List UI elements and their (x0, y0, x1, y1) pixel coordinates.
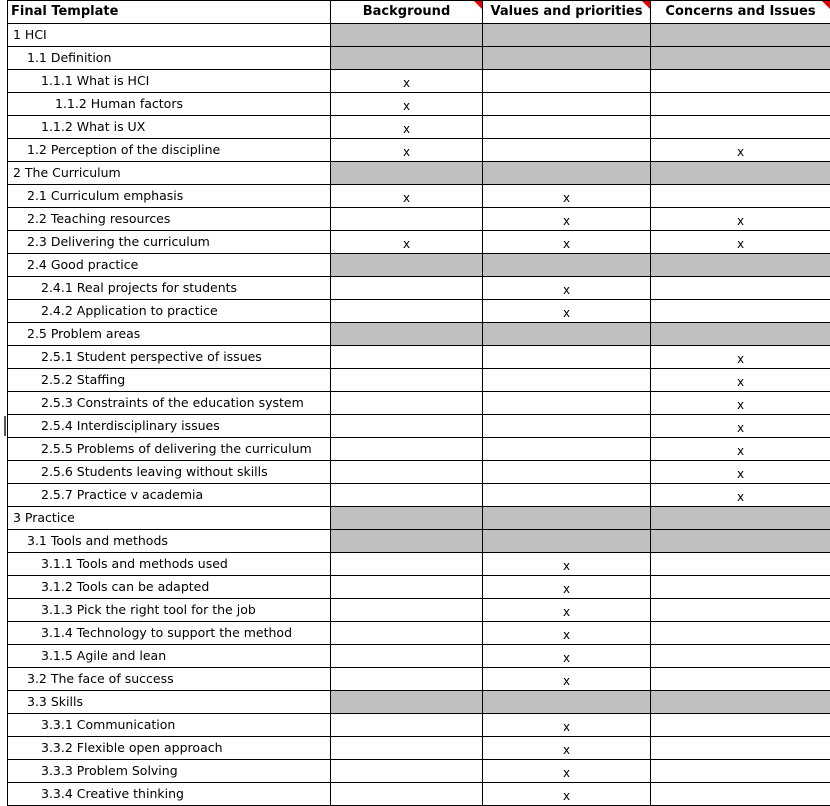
row-label: 2.5.3 Constraints of the education system (41, 395, 304, 410)
row-label: 3.1.3 Pick the right tool for the job (41, 602, 256, 617)
header-values-label: Values and priorities (490, 4, 643, 19)
table-row (8, 300, 830, 323)
cell-background[interactable] (331, 622, 483, 645)
header-concerns-label: Concerns and Issues (665, 4, 816, 19)
cell-background[interactable] (331, 277, 483, 300)
row-label-cell[interactable] (8, 369, 331, 392)
cell-concerns[interactable] (651, 185, 830, 208)
row-label-cell[interactable] (8, 507, 331, 530)
row-label: 3.3.4 Creative thinking (41, 786, 184, 801)
row-label-cell[interactable] (8, 760, 331, 783)
row-label-cell[interactable] (8, 24, 331, 47)
grey-cell-concerns[interactable] (651, 24, 830, 47)
row-label-cell[interactable] (8, 599, 331, 622)
row-label: 3 Practice (13, 510, 75, 525)
row-label-cell[interactable] (8, 116, 331, 139)
table-row (8, 714, 830, 737)
cell-values[interactable]: x (483, 231, 651, 254)
cell-background[interactable]: x (331, 70, 483, 93)
grey-cell-concerns[interactable] (651, 507, 830, 530)
grey-cell-background[interactable] (331, 162, 483, 185)
cell-concerns[interactable]: x (651, 346, 830, 369)
cell-values[interactable] (483, 116, 651, 139)
cell-concerns[interactable] (651, 93, 830, 116)
row-label-cell[interactable] (8, 231, 331, 254)
table-row (8, 139, 830, 162)
cell-concerns[interactable] (651, 576, 830, 599)
table-row (8, 415, 830, 438)
cell-background[interactable] (331, 208, 483, 231)
spreadsheet-grid (7, 0, 830, 806)
grey-cell-background[interactable] (331, 507, 483, 530)
table-row (8, 599, 830, 622)
row-label-cell[interactable] (8, 47, 331, 70)
cell-concerns[interactable]: x (651, 484, 830, 507)
cell-concerns[interactable] (651, 760, 830, 783)
row-label: 2.2 Teaching resources (27, 211, 171, 226)
table-row (8, 254, 830, 277)
row-label-cell[interactable] (8, 162, 331, 185)
table-row (8, 231, 830, 254)
cell-values[interactable]: x (483, 760, 651, 783)
row-label: 2.5.6 Students leaving without skills (41, 464, 268, 479)
table-row (8, 116, 830, 139)
header-row (8, 1, 830, 24)
row-label-cell[interactable] (8, 691, 331, 714)
cell-background[interactable] (331, 346, 483, 369)
cell-values[interactable] (483, 461, 651, 484)
grey-cell-concerns[interactable] (651, 530, 830, 553)
row-label-cell[interactable] (8, 346, 331, 369)
row-label: 1.2 Perception of the discipline (27, 142, 221, 157)
row-label: 1.1 Definition (27, 50, 112, 65)
table-row (8, 576, 830, 599)
row-label: 2.4.1 Real projects for students (41, 280, 238, 295)
cell-background[interactable] (331, 553, 483, 576)
cell-values[interactable]: x (483, 737, 651, 760)
row-label-cell[interactable] (8, 185, 331, 208)
cell-concerns[interactable] (651, 737, 830, 760)
cell-concerns[interactable] (651, 277, 830, 300)
grey-cell-background[interactable] (331, 254, 483, 277)
cell-background[interactable] (331, 783, 483, 806)
row-label: 3.1.1 Tools and methods used (41, 556, 228, 571)
cell-background[interactable]: x (331, 116, 483, 139)
cell-background[interactable] (331, 599, 483, 622)
header-background-label: Background (362, 4, 451, 19)
cell-concerns[interactable]: x (651, 231, 830, 254)
cell-background[interactable] (331, 369, 483, 392)
row-label: 3.3.1 Communication (41, 717, 176, 732)
cell-background[interactable] (331, 576, 483, 599)
table-row (8, 507, 830, 530)
row-label-cell[interactable] (8, 70, 331, 93)
row-label-cell[interactable] (8, 622, 331, 645)
cell-values[interactable]: x (483, 599, 651, 622)
row-label-cell[interactable] (8, 208, 331, 231)
cell-background[interactable]: x (331, 139, 483, 162)
grey-cell-values[interactable] (483, 323, 651, 346)
table-row (8, 323, 830, 346)
template-table (7, 0, 830, 806)
row-label: 2.5.7 Practice v academia (41, 487, 204, 502)
row-label: 2.5.2 Staffing (41, 372, 126, 387)
row-label: 2.5.4 Interdisciplinary issues (41, 418, 220, 433)
cell-concerns[interactable] (651, 553, 830, 576)
row-label: 2.1 Curriculum emphasis (27, 188, 184, 203)
row-label: 3.3.2 Flexible open approach (41, 740, 223, 755)
table-row (8, 622, 830, 645)
row-label: 1.1.1 What is HCI (41, 73, 150, 88)
header-final-template[interactable]: Final Template (8, 1, 331, 24)
row-label: 2.5 Problem areas (27, 326, 141, 341)
cell-background[interactable] (331, 737, 483, 760)
grey-cell-values[interactable] (483, 691, 651, 714)
row-label-cell[interactable] (8, 139, 331, 162)
grey-cell-concerns[interactable] (651, 47, 830, 70)
row-label: 1.1.2 Human factors (55, 96, 183, 111)
table-row (8, 369, 830, 392)
row-label: 1 HCI (13, 27, 47, 42)
cell-concerns[interactable] (651, 300, 830, 323)
cell-background[interactable] (331, 461, 483, 484)
table-row (8, 553, 830, 576)
row-label: 3.3.3 Problem Solving (41, 763, 178, 778)
table-row (8, 783, 830, 806)
cell-concerns[interactable] (651, 668, 830, 691)
comment-flag-icon[interactable] (474, 1, 482, 9)
row-label: 3.1.2 Tools can be adapted (41, 579, 210, 594)
cell-concerns[interactable] (651, 116, 830, 139)
cell-background[interactable]: x (331, 231, 483, 254)
row-label-cell[interactable] (8, 254, 331, 277)
cell-values[interactable]: x (483, 553, 651, 576)
grey-cell-concerns[interactable] (651, 323, 830, 346)
cell-concerns[interactable]: x (651, 369, 830, 392)
comment-flag-icon[interactable] (642, 1, 650, 9)
row-label-cell[interactable] (8, 576, 331, 599)
row-label-cell[interactable] (8, 300, 331, 323)
row-label-cell[interactable] (8, 392, 331, 415)
table-row (8, 346, 830, 369)
cell-concerns[interactable] (651, 645, 830, 668)
grey-cell-concerns[interactable] (651, 162, 830, 185)
row-label: 2 The Curriculum (13, 165, 121, 180)
cell-values[interactable] (483, 346, 651, 369)
comment-flag-icon[interactable] (822, 1, 830, 9)
row-label: 2.4.2 Application to practice (41, 303, 218, 318)
row-label-cell[interactable] (8, 461, 331, 484)
table-row (8, 668, 830, 691)
cell-background[interactable] (331, 392, 483, 415)
cell-values[interactable]: x (483, 208, 651, 231)
row-label-cell[interactable] (8, 484, 331, 507)
grey-cell-values[interactable] (483, 254, 651, 277)
header-values-priorities[interactable] (483, 1, 651, 24)
row-label: 1.1.2 What is UX (41, 119, 146, 134)
table-row (8, 645, 830, 668)
cell-concerns[interactable]: x (651, 139, 830, 162)
grey-cell-concerns[interactable] (651, 691, 830, 714)
cell-values[interactable] (483, 415, 651, 438)
cell-values[interactable] (483, 369, 651, 392)
row-label: 2.5.1 Student perspective of issues (41, 349, 262, 364)
cell-values[interactable]: x (483, 783, 651, 806)
row-label: 3.3 Skills (27, 694, 83, 709)
cell-values[interactable]: x (483, 668, 651, 691)
cell-concerns[interactable]: x (651, 438, 830, 461)
row-label: 3.1.5 Agile and lean (41, 648, 167, 663)
row-label-cell[interactable] (8, 93, 331, 116)
table-row (8, 162, 830, 185)
cell-values[interactable]: x (483, 714, 651, 737)
cell-concerns[interactable] (651, 714, 830, 737)
row-label-cell[interactable] (8, 415, 331, 438)
table-row (8, 484, 830, 507)
cell-values[interactable] (483, 438, 651, 461)
grey-cell-concerns[interactable] (651, 254, 830, 277)
grey-cell-values[interactable] (483, 530, 651, 553)
row-label-cell[interactable] (8, 737, 331, 760)
table-row (8, 438, 830, 461)
table-row (8, 24, 830, 47)
header-concerns-issues[interactable] (651, 1, 830, 24)
row-label: 3.1 Tools and methods (27, 533, 168, 548)
row-label-cell[interactable] (8, 714, 331, 737)
table-row (8, 93, 830, 116)
cell-values[interactable]: x (483, 277, 651, 300)
table-row (8, 461, 830, 484)
cell-values[interactable]: x (483, 622, 651, 645)
cell-values[interactable]: x (483, 645, 651, 668)
cell-background[interactable] (331, 714, 483, 737)
grey-cell-background[interactable] (331, 530, 483, 553)
row-label: 3.2 The face of success (27, 671, 174, 686)
cell-values[interactable]: x (483, 185, 651, 208)
cell-values[interactable] (483, 484, 651, 507)
table-row (8, 760, 830, 783)
grey-cell-background[interactable] (331, 323, 483, 346)
grey-cell-values[interactable] (483, 24, 651, 47)
cell-background[interactable]: x (331, 185, 483, 208)
cell-values[interactable] (483, 70, 651, 93)
header-background[interactable] (331, 1, 483, 24)
cell-values[interactable] (483, 392, 651, 415)
table-row (8, 737, 830, 760)
row-label: 3.1.4 Technology to support the method (41, 625, 293, 640)
row-label-cell[interactable] (8, 553, 331, 576)
cell-cursor-marker (4, 416, 6, 436)
grey-cell-background[interactable] (331, 24, 483, 47)
table-row (8, 185, 830, 208)
cell-concerns[interactable]: x (651, 461, 830, 484)
cell-concerns[interactable]: x (651, 208, 830, 231)
cell-background[interactable] (331, 645, 483, 668)
grey-cell-values[interactable] (483, 507, 651, 530)
cell-background[interactable] (331, 484, 483, 507)
row-label-cell[interactable] (8, 530, 331, 553)
cell-concerns[interactable] (651, 599, 830, 622)
row-label-cell[interactable] (8, 438, 331, 461)
row-label: 2.5.5 Problems of delivering the curriculum (41, 441, 312, 456)
cell-background[interactable] (331, 438, 483, 461)
row-label-cell[interactable] (8, 783, 331, 806)
cell-concerns[interactable] (651, 70, 830, 93)
table-row (8, 691, 830, 714)
table-row (8, 277, 830, 300)
cell-concerns[interactable]: x (651, 392, 830, 415)
row-label: 2.4 Good practice (27, 257, 139, 272)
cell-concerns[interactable]: x (651, 415, 830, 438)
cell-concerns[interactable] (651, 783, 830, 806)
grey-cell-background[interactable] (331, 47, 483, 70)
cell-background[interactable]: x (331, 93, 483, 116)
row-label-cell[interactable] (8, 645, 331, 668)
table-row (8, 208, 830, 231)
row-label-cell[interactable] (8, 668, 331, 691)
cell-concerns[interactable] (651, 622, 830, 645)
cell-values[interactable]: x (483, 300, 651, 323)
grey-cell-background[interactable] (331, 691, 483, 714)
table-row (8, 47, 830, 70)
cell-background[interactable] (331, 760, 483, 783)
table-row (8, 392, 830, 415)
table-row (8, 530, 830, 553)
row-label-cell[interactable] (8, 323, 331, 346)
cell-values[interactable] (483, 93, 651, 116)
grey-cell-values[interactable] (483, 47, 651, 70)
row-label-cell[interactable] (8, 277, 331, 300)
row-label: 2.3 Delivering the curriculum (27, 234, 210, 249)
cell-background[interactable] (331, 668, 483, 691)
cell-background[interactable] (331, 300, 483, 323)
cell-background[interactable] (331, 415, 483, 438)
cell-values[interactable] (483, 139, 651, 162)
table-row (8, 70, 830, 93)
grey-cell-values[interactable] (483, 162, 651, 185)
cell-values[interactable]: x (483, 576, 651, 599)
